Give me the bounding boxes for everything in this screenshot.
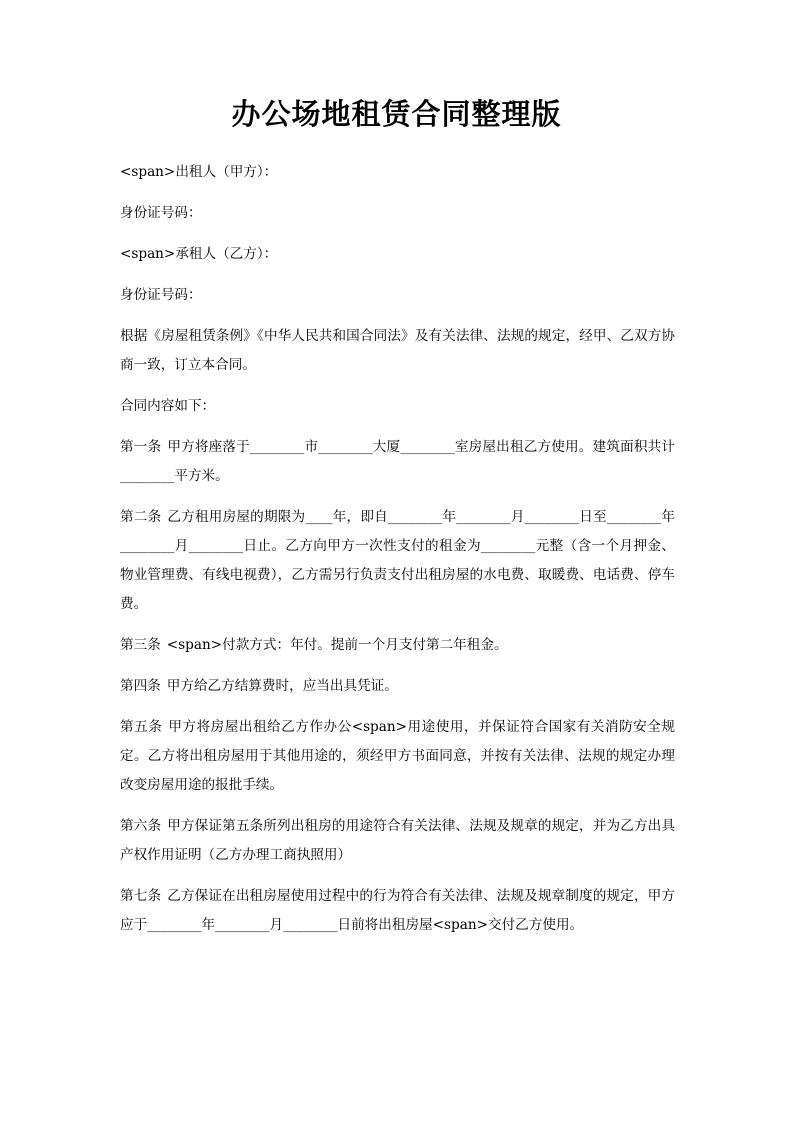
article-number: 第五条	[120, 719, 163, 735]
article-text: 乙方租用房屋的期限为____年，即自________年________月________日至________年________月________日止。乙方向甲方一次性支付的租金为________元整（含一个月押金、物业管理费、有线电视费），乙方需另行负责支付出租房屋的水电费、取暖费、电话费、停车费。	[120, 509, 676, 612]
article-number: 第六条	[120, 818, 162, 834]
paragraph-contents-heading	[120, 392, 675, 421]
article-number: 第三条	[120, 637, 161, 653]
paragraph-lessee	[120, 240, 675, 269]
paragraph-text: 身份证号码：	[120, 205, 202, 221]
article-number: 第二条	[120, 509, 162, 525]
article-4	[120, 672, 675, 701]
article-text: 甲方保证第五条所列出租房的用途符合有关法律、法规及规章的规定，并为乙方出具产权作用证明（乙方办理工商执照用）	[120, 818, 675, 863]
paragraph-lessee-id	[120, 281, 675, 310]
article-3	[120, 631, 675, 660]
article-2	[120, 503, 675, 619]
article-text: 乙方保证在出租房屋使用过程中的行为符合有关法律、法规及规章制度的规定，甲方应于________年________月________日前将出租房屋<span>交付乙方使用。	[120, 888, 675, 933]
paragraph-preamble	[120, 322, 675, 380]
article-text: 甲方给乙方结算费时，应当出具凭证。	[166, 678, 398, 694]
article-1	[120, 433, 675, 491]
article-5	[120, 713, 675, 800]
paragraph-lessor-id	[120, 199, 675, 228]
paragraph-text: 身份证号码：	[120, 287, 202, 303]
document-title: 办公场地租赁合同整理版	[231, 97, 562, 131]
article-number: 第四条	[120, 678, 161, 694]
paragraph-text: 根据《房屋租赁条例》《中华人民共和国合同法》及有关法律、法规的规定，经甲、乙双方协商一致，订立本合同。	[120, 328, 675, 373]
article-number: 第七条	[120, 888, 162, 904]
article-text: 甲方将房屋出租给乙方作办公<span>用途使用，并保证符合国家有关消防安全规定。乙方将出租房屋用于其他用途的，须经甲方书面同意，并按有关法律、法规的规定办理改变房屋用途的报批手续。	[120, 719, 676, 793]
article-6	[120, 812, 675, 870]
article-number: 第一条	[120, 439, 162, 455]
article-text: <span>付款方式：年付。提前一个月支付第二年租金。	[166, 637, 508, 653]
paragraph-text: 合同内容如下：	[120, 398, 216, 414]
document-body	[120, 158, 675, 952]
article-text: 甲方将座落于________市________大厦________室房屋出租乙方使用。建筑面积共计________平方米。	[120, 439, 676, 484]
paragraph-text: <span>承租人（乙方）：	[120, 246, 278, 262]
article-7	[120, 882, 675, 940]
paragraph-text: <span>出租人（甲方）：	[120, 164, 278, 180]
paragraph-lessor	[120, 158, 675, 187]
